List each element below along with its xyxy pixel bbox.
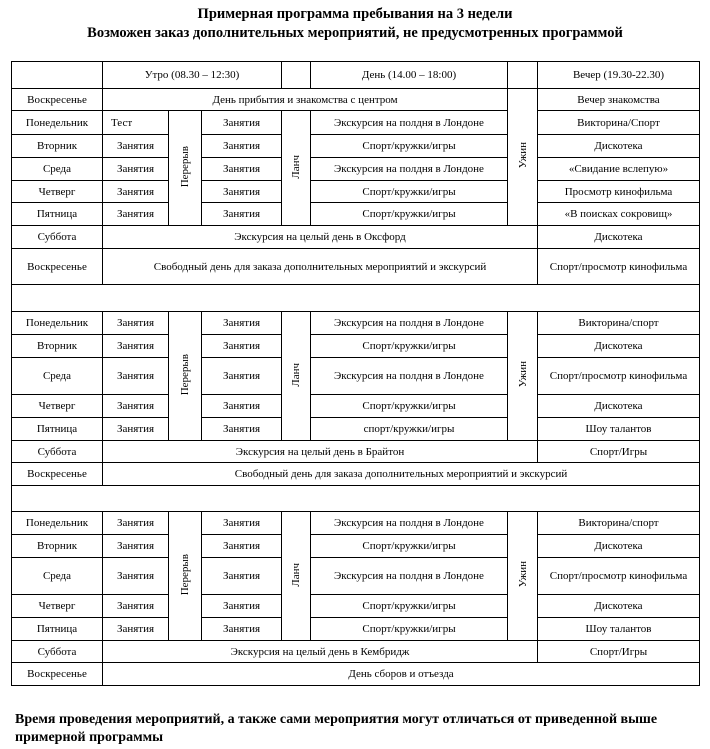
table-row xyxy=(12,395,700,418)
mid-cell: Занятия xyxy=(202,395,282,418)
mid-cell: Занятия xyxy=(202,535,282,558)
break-cell xyxy=(169,512,202,641)
mid-cell: Занятия xyxy=(202,558,282,595)
morning-cell: Занятия xyxy=(103,358,169,395)
day-cell: Понедельник xyxy=(12,312,103,335)
morning-cell: Занятия xyxy=(103,535,169,558)
day-cell: Суббота xyxy=(12,441,103,463)
mid-cell: Занятия xyxy=(202,335,282,358)
lunch-cell xyxy=(282,512,311,641)
afternoon-cell: Экскурсия на полдня в Лондоне xyxy=(311,558,508,595)
lunch-label: Ланч xyxy=(290,154,302,179)
day-cell: Вторник xyxy=(12,335,103,358)
activity-cell: День сборов и отъезда xyxy=(103,663,700,686)
afternoon-cell: Спорт/кружки/игры xyxy=(311,335,508,358)
table-row xyxy=(12,111,700,135)
activity-cell: Экскурсия на целый день в Оксфорд xyxy=(103,226,538,249)
day-cell: Воскресенье xyxy=(12,89,103,111)
table-row xyxy=(12,558,700,595)
dinner-cell xyxy=(508,512,538,641)
evening-cell: Дискотека xyxy=(538,226,700,249)
dinner-label: Ужин xyxy=(516,561,529,588)
day-cell: Воскресенье xyxy=(12,249,103,285)
mid-cell: Занятия xyxy=(202,158,282,181)
day-cell: Воскресенье xyxy=(12,463,103,486)
activity-cell: Экскурсия на целый день в Брайтон xyxy=(103,441,538,463)
header-gap-cell xyxy=(282,62,311,89)
column-header-evening: Вечер (19.30-22.30) xyxy=(538,62,700,89)
morning-cell: Занятия xyxy=(103,512,169,535)
day-cell: Суббота xyxy=(12,226,103,249)
mid-cell: Занятия xyxy=(202,618,282,641)
activity-cell: Свободный день для заказа дополнительных мероприятий и экскурсий xyxy=(103,463,700,486)
day-cell: Понедельник xyxy=(12,512,103,535)
table-row xyxy=(12,512,700,535)
morning-cell: Занятия xyxy=(103,312,169,335)
morning-cell: Занятия xyxy=(103,395,169,418)
morning-cell: Занятия xyxy=(103,595,169,618)
evening-cell: Просмотр кинофильма xyxy=(538,181,700,203)
table-row xyxy=(12,441,700,463)
activity-cell: Свободный день для заказа дополнительных мероприятий и экскурсий xyxy=(103,249,538,285)
week-separator xyxy=(12,285,700,312)
day-cell: Вторник xyxy=(12,135,103,158)
schedule-table xyxy=(11,61,700,686)
evening-cell: Спорт/Игры xyxy=(538,441,700,463)
evening-cell: Спорт/Игры xyxy=(538,641,700,663)
afternoon-cell: Спорт/кружки/игры xyxy=(311,135,508,158)
dinner-label: Ужин xyxy=(516,361,529,388)
table-row xyxy=(12,181,700,203)
table-row xyxy=(12,312,700,335)
morning-cell: Тест xyxy=(103,111,169,135)
table-row xyxy=(12,418,700,441)
dinner-cell xyxy=(508,312,538,441)
table-row xyxy=(12,595,700,618)
day-cell: Среда xyxy=(12,158,103,181)
day-cell: Четверг xyxy=(12,395,103,418)
afternoon-cell: Экскурсия на полдня в Лондоне xyxy=(311,111,508,135)
evening-cell: Дискотека xyxy=(538,595,700,618)
break-label: Перерыв xyxy=(179,353,191,396)
table-row xyxy=(12,158,700,181)
activity-cell: День прибытия и знакомства с центром xyxy=(103,89,508,111)
day-cell: Среда xyxy=(12,558,103,595)
separator-cell xyxy=(12,486,700,512)
lunch-label: Ланч xyxy=(290,362,302,387)
evening-cell: Вечер знакомства xyxy=(538,89,700,111)
morning-cell: Занятия xyxy=(103,335,169,358)
break-label: Перерыв xyxy=(179,553,191,596)
mid-cell: Занятия xyxy=(202,512,282,535)
day-cell: Четверг xyxy=(12,181,103,203)
header-gap-cell xyxy=(508,62,538,89)
table-row xyxy=(12,203,700,226)
evening-cell: Викторина/спорт xyxy=(538,512,700,535)
table-row xyxy=(12,663,700,686)
evening-cell: «В поисках сокровищ» xyxy=(538,203,700,226)
dinner-cell xyxy=(508,89,538,226)
page-title: Примерная программа пребывания на 3 недели xyxy=(197,6,513,22)
break-label: Перерыв xyxy=(179,145,191,188)
afternoon-cell: Спорт/кружки/игры xyxy=(311,595,508,618)
table-row xyxy=(12,618,700,641)
day-cell: Воскресенье xyxy=(12,663,103,686)
footer-note: Время проведения мероприятий, а также сами мероприятия могут отличаться от приведенной выше примерной программы xyxy=(15,712,658,745)
mid-cell: Занятия xyxy=(202,135,282,158)
afternoon-cell: Экскурсия на полдня в Лондоне xyxy=(311,158,508,181)
evening-cell: Спорт/просмотр кинофильма xyxy=(538,249,700,285)
day-cell: Пятница xyxy=(12,618,103,641)
afternoon-cell: спорт/кружки/игры xyxy=(311,418,508,441)
evening-cell: Викторина/спорт xyxy=(538,312,700,335)
header-empty-cell xyxy=(12,62,103,89)
afternoon-cell: Экскурсия на полдня в Лондоне xyxy=(311,358,508,395)
table-row xyxy=(12,135,700,158)
mid-cell: Занятия xyxy=(202,358,282,395)
evening-cell: Дискотека xyxy=(538,395,700,418)
afternoon-cell: Спорт/кружки/игры xyxy=(311,395,508,418)
separator-cell xyxy=(12,285,700,312)
evening-cell: Шоу талантов xyxy=(538,418,700,441)
afternoon-cell: Экскурсия на полдня в Лондоне xyxy=(311,512,508,535)
evening-cell: Дискотека xyxy=(538,135,700,158)
table-row xyxy=(12,335,700,358)
lunch-cell xyxy=(282,111,311,226)
break-cell xyxy=(169,312,202,441)
morning-cell: Занятия xyxy=(103,558,169,595)
afternoon-cell: Спорт/кружки/игры xyxy=(311,181,508,203)
column-header-morning: Утро (08.30 – 12:30) xyxy=(103,62,282,89)
afternoon-cell: Спорт/кружки/игры xyxy=(311,618,508,641)
table-row xyxy=(12,463,700,486)
day-cell: Суббота xyxy=(12,641,103,663)
table-row xyxy=(12,89,700,111)
table-row xyxy=(12,226,700,249)
evening-cell: Шоу талантов xyxy=(538,618,700,641)
afternoon-cell: Экскурсия на полдня в Лондоне xyxy=(311,312,508,335)
evening-cell: «Свидание вслепую» xyxy=(538,158,700,181)
table-header-row xyxy=(12,62,700,89)
morning-cell: Занятия xyxy=(103,158,169,181)
mid-cell: Занятия xyxy=(202,181,282,203)
lunch-label: Ланч xyxy=(290,562,302,587)
day-cell: Понедельник xyxy=(12,111,103,135)
mid-cell: Занятия xyxy=(202,111,282,135)
break-cell xyxy=(169,111,202,226)
day-cell: Пятница xyxy=(12,203,103,226)
mid-cell: Занятия xyxy=(202,312,282,335)
morning-cell: Занятия xyxy=(103,203,169,226)
day-cell: Четверг xyxy=(12,595,103,618)
activity-cell: Экскурсия на целый день в Кембридж xyxy=(103,641,538,663)
mid-cell: Занятия xyxy=(202,595,282,618)
mid-cell: Занятия xyxy=(202,418,282,441)
evening-cell: Дискотека xyxy=(538,335,700,358)
day-cell: Среда xyxy=(12,358,103,395)
afternoon-cell: Спорт/кружки/игры xyxy=(311,203,508,226)
table-row xyxy=(12,535,700,558)
day-cell: Вторник xyxy=(12,535,103,558)
morning-cell: Занятия xyxy=(103,618,169,641)
evening-cell: Спорт/просмотр кинофильма xyxy=(538,358,700,395)
column-header-day: День (14.00 – 18:00) xyxy=(311,62,508,89)
dinner-label: Ужин xyxy=(516,142,529,169)
table-row xyxy=(12,641,700,663)
day-cell: Пятница xyxy=(12,418,103,441)
mid-cell: Занятия xyxy=(202,203,282,226)
table-row xyxy=(12,358,700,395)
morning-cell: Занятия xyxy=(103,181,169,203)
week-separator xyxy=(12,486,700,512)
evening-cell: Спорт/просмотр кинофильма xyxy=(538,558,700,595)
lunch-cell xyxy=(282,312,311,441)
page-subtitle: Возможен заказ дополнительных мероприятий, не предусмотренных программой xyxy=(87,25,623,41)
afternoon-cell: Спорт/кружки/игры xyxy=(311,535,508,558)
morning-cell: Занятия xyxy=(103,418,169,441)
table-row xyxy=(12,249,700,285)
evening-cell: Дискотека xyxy=(538,535,700,558)
morning-cell: Занятия xyxy=(103,135,169,158)
evening-cell: Викторина/Спорт xyxy=(538,111,700,135)
